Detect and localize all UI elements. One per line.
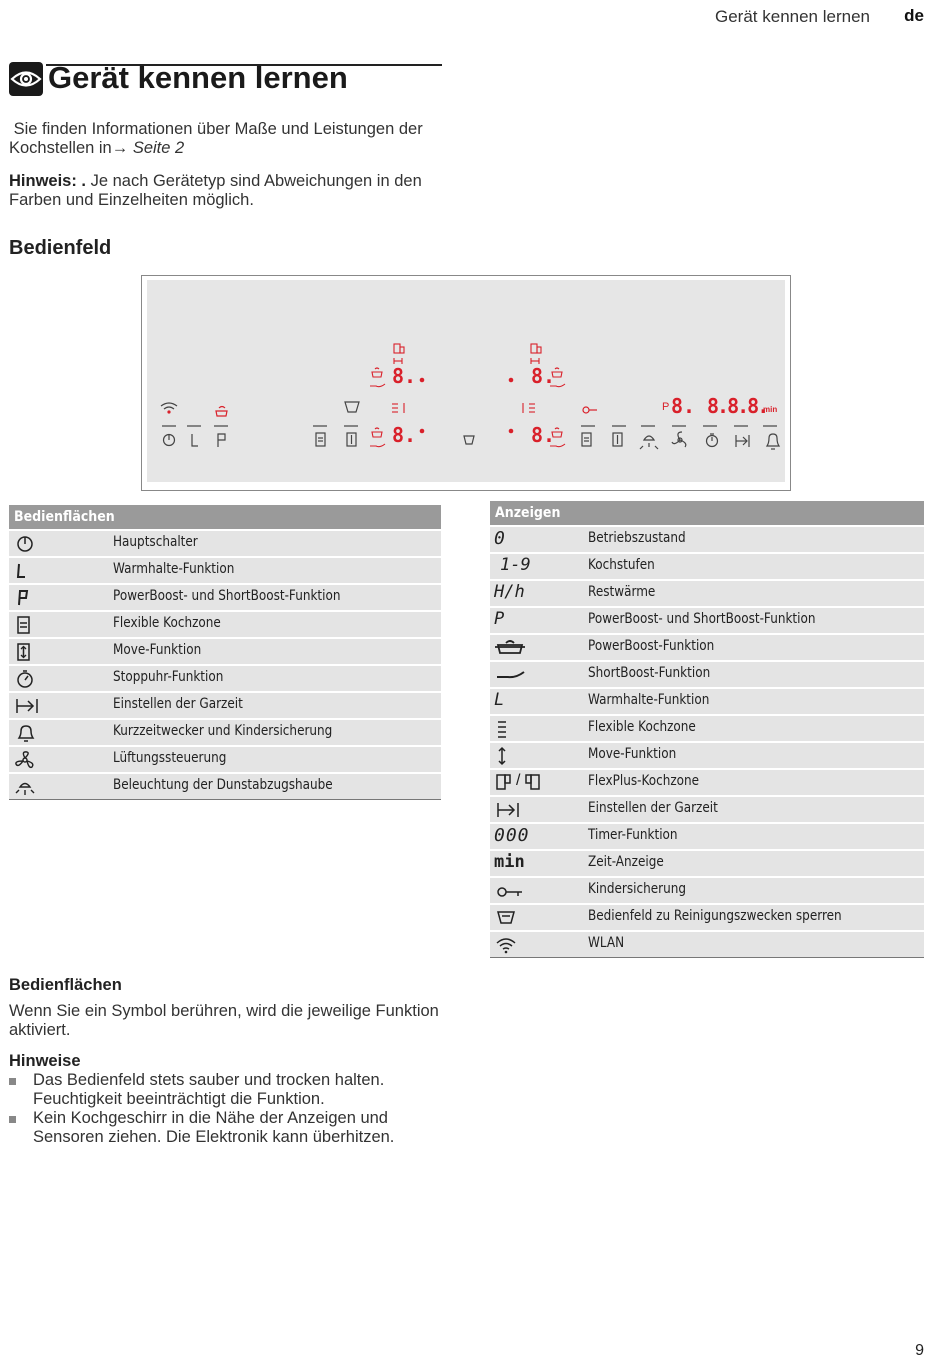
table-cell-label: Zeit-Anzeige <box>588 854 664 870</box>
move-icon <box>613 433 622 446</box>
running-header-section: Gerät kennen lernen <box>715 7 870 26</box>
symbol-text: 1-9 <box>500 555 531 575</box>
notes-title: Hinweise <box>9 1052 81 1070</box>
cook-time-icon <box>13 696 53 716</box>
table-cell-label: FlexPlus-Kochzone <box>588 773 700 789</box>
table-cell-label: Restwärme <box>588 584 656 600</box>
table-cell-label: PowerBoost-Funktion <box>588 638 715 654</box>
table-cell-label: Hauptschalter <box>113 534 198 550</box>
zone-display-rear-left: 8. <box>392 423 417 447</box>
control-panel-surface <box>147 280 785 482</box>
table-cell-label: Warmhalte-Funktion <box>113 561 235 577</box>
zone-display-front-left: 8. <box>392 364 417 388</box>
table-cell-label: Timer-Funktion <box>588 827 678 843</box>
table-cell-label: Einstellen der Garzeit <box>588 800 718 816</box>
move-icon <box>347 433 356 446</box>
symbol-text: 0 <box>494 528 505 549</box>
pan-icon <box>370 384 385 387</box>
fan-icon <box>13 750 53 770</box>
table-row <box>490 770 924 795</box>
controls-section-text: Wenn Sie ein Symbol berühren, wird die jeweilige Funktion aktiviert. <box>9 1002 439 1039</box>
page-number: 9 <box>915 1342 924 1359</box>
timer-display-icon <box>494 827 534 847</box>
cook-time-display-icon <box>494 800 534 820</box>
controls-table <box>9 505 441 800</box>
table-row <box>490 932 924 958</box>
zone-display-rear-right: 8. <box>531 423 556 447</box>
table-row <box>9 585 441 610</box>
flex-zone-display-icon <box>494 719 534 739</box>
controls-section-title: Bedienflächen <box>9 976 122 994</box>
timer-unit: min <box>763 405 778 414</box>
table-cell-label: Einstellen der Garzeit <box>113 696 243 712</box>
power-icon <box>164 435 175 446</box>
levels-display-icon <box>494 557 534 577</box>
table-cell-label: Flexible Kochzone <box>113 615 221 631</box>
table-row <box>9 639 441 664</box>
move-arrow-icon <box>494 746 534 766</box>
power-display: 8. <box>671 394 696 418</box>
flex-zone-icon <box>582 433 591 446</box>
bell-icon <box>767 434 779 449</box>
table-cell-label: PowerBoost- und ShortBoost-Funktion <box>588 611 816 627</box>
notes-list <box>9 1071 439 1147</box>
table-cell-label: Move-Funktion <box>113 642 202 658</box>
keep-warm-display-icon <box>494 692 534 712</box>
table-cell-label: Betriebszustand <box>588 530 686 546</box>
hood-light-icon <box>640 436 658 449</box>
indicators-table-header: Anzeigen <box>490 501 924 525</box>
table-cell-label: WLAN <box>588 935 625 951</box>
flex-zone-display-icon <box>392 403 404 413</box>
table-row <box>490 743 924 768</box>
table-row <box>490 689 924 714</box>
separator-slash: / <box>516 772 521 789</box>
stopwatch-icon <box>13 669 53 689</box>
table-cell-label: Stoppuhr-Funktion <box>113 669 224 685</box>
section-title: Bedienfeld <box>9 237 112 259</box>
residual-heat-display-icon <box>494 584 534 604</box>
pot-icon <box>372 368 382 377</box>
table-row <box>490 635 924 660</box>
table-row <box>9 693 441 718</box>
move-icon <box>13 642 53 662</box>
hood-light-icon <box>13 777 53 797</box>
pan-icon <box>494 665 534 685</box>
table-cell-label: ShortBoost-Funktion <box>588 665 711 681</box>
zero-display-icon <box>494 530 534 550</box>
wipe-protect-icon <box>494 908 534 928</box>
table-row <box>9 612 441 637</box>
table-cell-label: Bedienfeld zu Reinigungszwecken sperren <box>588 908 842 924</box>
wifi-icon <box>161 403 177 413</box>
flexplus-icon <box>394 344 404 353</box>
controls-table-header: Bedienflächen <box>9 505 441 529</box>
table-row <box>9 720 441 745</box>
timer-display: 8.8.8. <box>707 394 768 418</box>
symbol-text: L <box>494 690 505 710</box>
symbol-text: P <box>494 609 505 629</box>
intro-paragraph <box>9 120 439 158</box>
table-row <box>9 774 441 800</box>
table-row <box>9 558 441 583</box>
list-item: Kein Kochgeschirr in die Nähe der Anzeigen und Sensoren ziehen. Die Elektronik kann überhitzen. <box>9 1109 439 1147</box>
min-display-icon <box>494 854 534 874</box>
symbol-text: min <box>494 852 525 872</box>
power-indicator: P <box>662 401 670 413</box>
flex-zone-icon <box>316 433 325 446</box>
table-row <box>490 581 924 606</box>
keep-warm-icon <box>192 434 198 446</box>
intro-text: Sie finden Informationen über Maße und Leistungen der Kochstellen in <box>9 120 423 157</box>
table-row <box>490 527 924 552</box>
table-row <box>9 531 441 556</box>
eye-icon <box>9 62 43 96</box>
wifi-icon <box>494 935 534 955</box>
table-row <box>490 905 924 930</box>
table-cell-label: Warmhalte-Funktion <box>588 692 710 708</box>
table-cell-label: Flexible Kochzone <box>588 719 696 735</box>
zone-display-front-right: 8. <box>531 364 556 388</box>
table-row <box>490 716 924 741</box>
flex-zone-icon <box>13 615 53 635</box>
table-row <box>490 824 924 849</box>
list-item: Das Bedienfeld stets sauber und trocken halten. Feuchtigkeit beeinträchtigt die Funktion. <box>9 1071 439 1109</box>
table-cell-label: PowerBoost- und ShortBoost-Funktion <box>113 588 341 604</box>
hint-label: Hinweis: . <box>9 172 87 190</box>
power-icon <box>13 534 53 554</box>
pot-icon <box>494 638 534 658</box>
keep-warm-icon <box>13 561 53 581</box>
table-cell-label: Kindersicherung <box>588 881 687 897</box>
fan-icon <box>672 432 686 447</box>
page-title: Gerät kennen lernen <box>48 60 348 95</box>
hint-paragraph <box>9 172 439 210</box>
powerboost-icon <box>218 434 225 447</box>
key-icon <box>583 407 597 413</box>
table-row <box>9 666 441 691</box>
table-row <box>490 662 924 687</box>
powerboost-display-icon <box>494 611 534 631</box>
arrow-icon: → <box>111 139 129 157</box>
flexplus-icon <box>494 773 534 793</box>
table-cell-label: Move-Funktion <box>588 746 677 762</box>
table-row <box>9 747 441 772</box>
powerboost-icon <box>13 588 53 608</box>
table-cell-label: Kochstufen <box>588 557 655 573</box>
running-header-language: de <box>904 6 924 25</box>
bell-icon <box>13 723 53 743</box>
table-row <box>490 554 924 579</box>
table-cell-label: Kurzzeitwecker und Kindersicherung <box>113 723 333 739</box>
symbol-text: H/h <box>494 582 525 602</box>
key-icon <box>494 881 534 901</box>
table-row <box>490 878 924 903</box>
indicators-table <box>490 501 924 958</box>
table-row <box>490 608 924 633</box>
stopwatch-icon <box>707 434 718 447</box>
table-cell-label: Lüftungssteuerung <box>113 750 227 766</box>
symbol-text: 000 <box>494 825 530 846</box>
cook-time-icon <box>736 435 749 447</box>
hint-text: Je nach Gerätetyp sind Abweichungen in den Farben und Einzelheiten möglich. <box>9 172 422 209</box>
page-reference-link[interactable]: Seite 2 <box>132 139 185 157</box>
table-row <box>490 797 924 822</box>
table-cell-label: Beleuchtung der Dunstabzugshaube <box>113 777 333 793</box>
table-row <box>490 851 924 876</box>
control-panel-illustration <box>141 275 791 491</box>
